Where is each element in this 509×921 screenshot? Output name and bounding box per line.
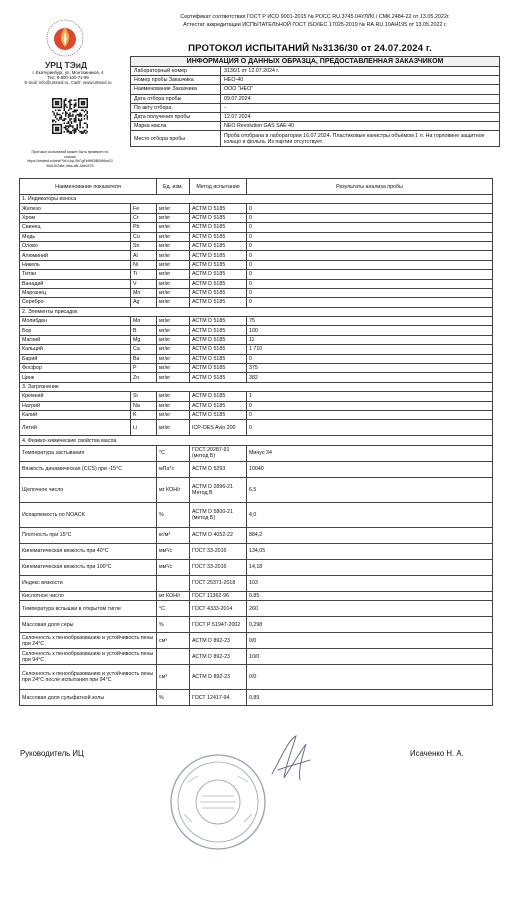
unit: мм²/с — [157, 559, 190, 575]
element-symbol: Cr — [131, 213, 157, 222]
element-symbol: Fe — [131, 204, 157, 213]
method: АСТМ D 5185 — [190, 260, 247, 269]
element-symbol: Mn — [131, 288, 157, 297]
param-name: Магний — [20, 335, 131, 344]
element-symbol: P — [131, 364, 157, 373]
result-value: 0 — [247, 354, 493, 363]
section-row — [20, 195, 493, 204]
element-symbol: Ag — [131, 298, 157, 307]
info-label: Лабораторный номер — [131, 67, 221, 76]
email-line[interactable]: E-mail: info@urtsted.ru, Сайт: www.urtsted.ru — [24, 80, 112, 85]
section-row — [20, 436, 493, 445]
result-row — [20, 279, 493, 288]
element-symbol: Al — [131, 251, 157, 260]
info-label: Наименование Заказчика — [131, 85, 221, 94]
result-value: 0 — [247, 260, 493, 269]
result-value: 0 — [247, 298, 493, 307]
element-symbol: Sn — [131, 241, 157, 250]
param-name: Температура застывания — [20, 445, 157, 461]
page-title: ПРОТОКОЛ ИСПЫТАНИЙ №3136/30 от 24.07.2024 г. — [188, 43, 432, 54]
param-name: Температура вспышки в открытом тигле — [20, 601, 157, 617]
result-row — [20, 591, 493, 600]
result-value: 260 — [247, 601, 493, 617]
col-header-result: Результаты анализа пробы — [247, 179, 493, 195]
result-row — [20, 204, 493, 213]
result-value: 10040 — [247, 461, 493, 477]
result-row — [20, 392, 493, 401]
method: АСТМ D 5185 — [190, 335, 247, 344]
param-name: Титан — [20, 270, 131, 279]
param-name: Склонность к пенообразованию и устойчивость пены при 24°С после испытания при 94°С — [20, 665, 157, 690]
unit: мг/кг — [157, 335, 190, 344]
param-name: Кремний — [20, 392, 131, 401]
info-label: Место отбора пробы — [131, 131, 221, 147]
method: АСТМ D 5185 — [190, 270, 247, 279]
method: ГОСТ 4333-2014 — [190, 601, 247, 617]
param-name: Склонность к пенообразованию и устойчивость пены при 94°С — [20, 649, 157, 665]
param-name: Хром — [20, 213, 131, 222]
result-value: 0,85 — [247, 591, 493, 600]
unit: кг/м³ — [157, 527, 190, 543]
col-header-method: Метод испытания — [190, 179, 247, 195]
result-value: 0 — [247, 401, 493, 410]
result-value: 0,298 — [247, 617, 493, 633]
result-row — [20, 298, 493, 307]
result-value: 375 — [247, 364, 493, 373]
result-value: 134,05 — [247, 543, 493, 559]
param-name: Серебро — [20, 298, 131, 307]
param-name: Никель — [20, 260, 131, 269]
method: ГОСТ 20287-91 (метод Б) — [190, 445, 247, 461]
param-name: Калий — [20, 410, 131, 419]
info-value: ООО "НЕО" — [221, 85, 500, 94]
signer-role: Руководитель ИЦ — [20, 749, 84, 758]
element-symbol: Ba — [131, 354, 157, 363]
method: АСТМ D 5185 — [190, 213, 247, 222]
result-value: 14,18 — [247, 559, 493, 575]
param-name: Плотность при 15°С — [20, 527, 157, 543]
method: ГОСТ 33-2016 — [190, 543, 247, 559]
result-value: 10/0 — [247, 649, 493, 665]
section-title: 4. Физико-химические свойства масла — [20, 436, 493, 445]
info-value: Проба отобрана в лаборатории 16.07.2024. Пластиковые канистры объёмом 1 л. На горловине защитное кольцо и фольга. Из партии отсутствует. — [221, 131, 500, 147]
phone-line: Тел: 8-800-100-71-99 — [47, 75, 89, 80]
lab-stamp — [168, 752, 268, 852]
param-name: Молибден — [20, 317, 131, 326]
param-name: Кислотное число — [20, 591, 157, 600]
signer-name: Исаченко Н. А. — [410, 749, 464, 758]
result-value: 1 — [247, 392, 493, 401]
info-value: NEO Revolution GAS SAE 40 — [221, 122, 500, 131]
result-row — [20, 373, 493, 382]
address-line: г. Екатеринбург, ул. Монтажников, 4 — [32, 70, 104, 75]
method: АСТМ D 5185 — [190, 241, 247, 250]
verify-note: Протокол испытаний может быть проверен по ссылке https://urtsted.ru/test/?id=UqLXhCgFbWtl3iB0M6mA3 B4lt-5Cb8e-4fca-afk-48ec576 — [27, 150, 113, 168]
method: АСТМ D 5185 — [190, 392, 247, 401]
info-value: 12.07.2024 — [221, 112, 500, 121]
method: АСТМ D 5185 — [190, 364, 247, 373]
result-row — [20, 335, 493, 344]
param-name: Склонность к пенообразованию и устойчивость пены при 24°С — [20, 633, 157, 649]
result-row — [20, 401, 493, 410]
result-value: 0 — [247, 270, 493, 279]
element-symbol: Cu — [131, 232, 157, 241]
result-row — [20, 461, 493, 477]
result-row — [20, 502, 493, 527]
qr-code[interactable] — [52, 98, 88, 134]
method: АСТМ D 5800-21 (метод Б) — [190, 502, 247, 527]
result-row — [20, 251, 493, 260]
element-symbol: Mg — [131, 335, 157, 344]
param-name: Фосфор — [20, 364, 131, 373]
info-value: 3136/1 от 12.07.2024 г. — [221, 67, 500, 76]
result-row — [20, 326, 493, 335]
unit: % — [157, 617, 190, 633]
element-symbol: Si — [131, 392, 157, 401]
unit: мг/кг — [157, 223, 190, 232]
result-row — [20, 543, 493, 559]
info-label: Марка масла — [131, 122, 221, 131]
signature-icon — [262, 730, 322, 790]
result-value: 0 — [247, 213, 493, 222]
info-subtitle: ИНФОРМАЦИЯ О ДАННЫХ ОБРАЗЦА, ПРЕДОСТАВЛЕННАЯ ЗАКАЗЧИКОМ — [130, 56, 500, 66]
stamp-icon — [168, 752, 268, 852]
element-symbol: Zn — [131, 373, 157, 382]
result-value: 6,5 — [247, 477, 493, 502]
method: АСТМ D 5185 — [190, 232, 247, 241]
result-value: 0 — [247, 204, 493, 213]
result-row — [20, 601, 493, 617]
lab-address — [20, 70, 116, 85]
method: АСТМ D 4052-22 — [190, 527, 247, 543]
param-name: Массовая доля серы — [20, 617, 157, 633]
col-header-name: Наименование показателя — [20, 179, 157, 195]
result-value: 0/0 — [247, 665, 493, 690]
param-name: Железо — [20, 204, 131, 213]
unit: % — [157, 690, 190, 706]
method: АСТМ D 5185 — [190, 401, 247, 410]
param-name: Марганец — [20, 288, 131, 297]
method: АСТМ D 5185 — [190, 410, 247, 419]
result-row — [20, 649, 493, 665]
section-title: 2. Элементы присадок — [20, 307, 493, 316]
result-value: Минус 34 — [247, 445, 493, 461]
element-symbol: Ca — [131, 345, 157, 354]
method: ГОСТ 33-2016 — [190, 559, 247, 575]
unit: °С — [157, 601, 190, 617]
cert-line-1: Сертификат соответствия ГОСТ Р ИСО 9001-2015 № РОСС RU.3745.04УЛЛ0 / СМК.2484-22 от 13.05.2022г. — [180, 14, 450, 20]
param-name: Медь — [20, 232, 131, 241]
method: ГОСТ 12417-94 — [190, 690, 247, 706]
section-row — [20, 382, 493, 391]
section-row — [20, 307, 493, 316]
result-value: 0/0 — [247, 633, 493, 649]
result-value: 0 — [247, 223, 493, 232]
param-name: Испаряемость по NOACK — [20, 502, 157, 527]
param-name: Литий — [20, 420, 131, 436]
method: АСТМ D 5185 — [190, 354, 247, 363]
result-row — [20, 445, 493, 461]
result-value: 103 — [247, 575, 493, 591]
result-row — [20, 232, 493, 241]
element-symbol: Ti — [131, 270, 157, 279]
result-row — [20, 288, 493, 297]
unit — [157, 649, 190, 665]
method: ГОСТ 25371-2018 — [190, 575, 247, 591]
param-name: Олово — [20, 241, 131, 250]
unit: мг/кг — [157, 260, 190, 269]
info-value: НЕО-40 — [221, 76, 500, 85]
unit: % — [157, 502, 190, 527]
unit: мг/кг — [157, 232, 190, 241]
info-row — [131, 103, 500, 112]
method: АСТМ D 5185 — [190, 345, 247, 354]
result-row — [20, 477, 493, 502]
method: АСТМ D 2896-21 Метод В — [190, 477, 247, 502]
unit: мг/кг — [157, 317, 190, 326]
unit: мг/кг — [157, 298, 190, 307]
method: ГОСТ 11362-96 — [190, 591, 247, 600]
param-name: Барий — [20, 354, 131, 363]
info-row — [131, 67, 500, 76]
info-row — [131, 122, 500, 131]
method: АСТМ D 5185 — [190, 223, 247, 232]
method: АСТМ D 5185 — [190, 279, 247, 288]
qr-icon — [52, 98, 88, 134]
param-name: Ванадий — [20, 279, 131, 288]
result-value: 0 — [247, 251, 493, 260]
method: АСТМ D 892-23 — [190, 633, 247, 649]
unit: см³ — [157, 633, 190, 649]
result-row — [20, 633, 493, 649]
element-symbol: Pb — [131, 223, 157, 232]
result-value: 1 710 — [247, 345, 493, 354]
element-symbol: Na — [131, 401, 157, 410]
param-name: Кинематическая вязкость при 40°С — [20, 543, 157, 559]
param-name: Индекс вязкости — [20, 575, 157, 591]
unit: мг/кг — [157, 279, 190, 288]
unit: мг/кг — [157, 204, 190, 213]
method: АСТМ D 5185 — [190, 298, 247, 307]
result-value: 0 — [247, 288, 493, 297]
info-row — [131, 85, 500, 94]
param-name: Кинематическая вязкость при 100°С — [20, 559, 157, 575]
result-row — [20, 575, 493, 591]
unit: мг/кг — [157, 354, 190, 363]
result-row — [20, 690, 493, 706]
result-row — [20, 354, 493, 363]
result-row — [20, 420, 493, 436]
lab-name: УРЦ ТЭиД — [44, 60, 88, 70]
unit: мг КОН/г — [157, 477, 190, 502]
info-label: Номер пробы Заказчика — [131, 76, 221, 85]
info-row — [131, 112, 500, 121]
lab-logo — [46, 18, 84, 58]
result-value: 0 — [247, 279, 493, 288]
result-row — [20, 260, 493, 269]
section-title: 1. Индикаторы износа — [20, 195, 493, 204]
unit: мм²/с — [157, 543, 190, 559]
result-value: 884,2 — [247, 527, 493, 543]
unit: мг/кг — [157, 392, 190, 401]
element-symbol: Li — [131, 420, 157, 436]
unit: мг КОН/г — [157, 591, 190, 600]
method: ГОСТ Р 51947-2002 — [190, 617, 247, 633]
info-value: - — [221, 103, 500, 112]
result-value: 0 — [247, 420, 493, 436]
results-header-row — [20, 179, 493, 195]
param-name: Щелочное число — [20, 477, 157, 502]
param-name: Массовая доля сульфатной золы — [20, 690, 157, 706]
result-row — [20, 345, 493, 354]
cert-line-2: Аттестат аккредитации ИСПЫТАТЕЛЬНОЙ ГОСТ ISO/IEC 17025-2019 № RA.RU.10АН195 от 13.05.2022 г. — [183, 22, 447, 28]
element-symbol: Ni — [131, 260, 157, 269]
method: ICP-OES Avio 200 — [190, 420, 247, 436]
unit — [157, 575, 190, 591]
method: АСТМ D 5293 — [190, 461, 247, 477]
unit: мг/кг — [157, 288, 190, 297]
method: АСТМ D 5185 — [190, 373, 247, 382]
unit: мг/кг — [157, 345, 190, 354]
result-value: 11 — [247, 335, 493, 344]
unit: мг/кг — [157, 420, 190, 436]
element-symbol: K — [131, 410, 157, 419]
element-symbol: B — [131, 326, 157, 335]
result-value: 382 — [247, 373, 493, 382]
info-label: По акту отбора — [131, 103, 221, 112]
unit: мг/кг — [157, 213, 190, 222]
result-row — [20, 317, 493, 326]
result-row — [20, 364, 493, 373]
info-value: 09.07.2024 — [221, 94, 500, 103]
unit: мг/кг — [157, 410, 190, 419]
info-row — [131, 94, 500, 103]
result-row — [20, 213, 493, 222]
result-row — [20, 617, 493, 633]
unit: мг/кг — [157, 241, 190, 250]
method: АСТМ D 5185 — [190, 288, 247, 297]
param-name: Бор — [20, 326, 131, 335]
param-name: Вязкость динамическая (CCS) при -15°C — [20, 461, 157, 477]
result-value: 0 — [247, 232, 493, 241]
method: АСТМ D 5185 — [190, 326, 247, 335]
method: АСТМ D 5185 — [190, 251, 247, 260]
unit: мг/кг — [157, 373, 190, 382]
result-row — [20, 527, 493, 543]
result-value: 0,89 — [247, 690, 493, 706]
method: АСТМ D 892-23 — [190, 665, 247, 690]
param-name: Цинк — [20, 373, 131, 382]
element-symbol: Mo — [131, 317, 157, 326]
unit: мг/кг — [157, 326, 190, 335]
result-row — [20, 559, 493, 575]
unit: см³ — [157, 665, 190, 690]
col-header-unit: Ед. изм. — [157, 179, 190, 195]
result-row — [20, 223, 493, 232]
logo-icon — [46, 18, 84, 58]
unit: мг/кг — [157, 270, 190, 279]
info-label: Дата получения пробы — [131, 112, 221, 121]
result-value: 100 — [247, 326, 493, 335]
unit: °С — [157, 445, 190, 461]
sample-info-table — [130, 66, 500, 147]
info-row — [131, 76, 500, 85]
param-name: Натрий — [20, 401, 131, 410]
method: АСТМ D 5185 — [190, 317, 247, 326]
result-row — [20, 270, 493, 279]
section-title: 3. Загрязнение — [20, 382, 493, 391]
unit: мг/кг — [157, 364, 190, 373]
result-row — [20, 410, 493, 419]
handwritten-signature — [262, 730, 322, 790]
method: АСТМ D 892-23 — [190, 649, 247, 665]
info-label: Дата отбора пробы — [131, 94, 221, 103]
param-name: Свинец — [20, 223, 131, 232]
param-name: Алюминий — [20, 251, 131, 260]
result-row — [20, 241, 493, 250]
element-symbol: V — [131, 279, 157, 288]
result-value: 0 — [247, 241, 493, 250]
result-value: 4,0 — [247, 502, 493, 527]
result-value: 0 — [247, 410, 493, 419]
unit: мг/кг — [157, 251, 190, 260]
info-row — [131, 131, 500, 147]
unit: мг/кг — [157, 401, 190, 410]
unit: мПа*с — [157, 461, 190, 477]
result-value: 75 — [247, 317, 493, 326]
result-row — [20, 665, 493, 690]
param-name: Кальций — [20, 345, 131, 354]
results-table — [19, 178, 493, 706]
method: АСТМ D 5185 — [190, 204, 247, 213]
